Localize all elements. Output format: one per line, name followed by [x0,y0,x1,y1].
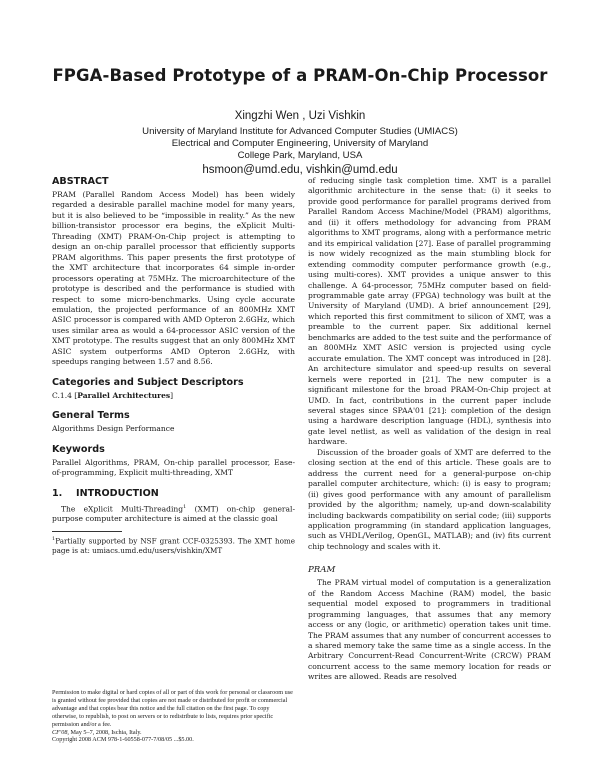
category-name: Parallel Architectures [77,390,171,400]
categories-heading: Categories and Subject Descriptors [52,376,244,388]
categories-text [52,391,295,401]
left-column [52,176,295,556]
footnote-divider [52,531,122,532]
author-emails: hsmoon@umd.edu, vishkin@umd.edu [202,164,398,176]
general-terms-text: Algorithms Design Performance [52,424,175,434]
intro-text-start: The eXplicit Multi-Threading [61,504,184,514]
author-block [0,110,600,176]
affiliation-line-1: University of Maryland Institute for Advanced Computer Studies (UMIACS) [142,126,458,137]
keywords-text: Parallel Algorithms, PRAM, On-chip parallel processor, Ease-of-programming, Explicit multi-threading, XMT [52,457,295,478]
footnote-text: Partially supported by NSF grant CCF-0325393. The XMT home page is at: umiacs.umd.edu/users/vishkin/XMT [52,536,295,555]
section-number: 1. [52,487,63,499]
affiliation-line-3: College Park, Maryland, USA [237,150,363,161]
keywords-heading: Keywords [52,443,105,455]
category-code: C.1.4 [ [52,390,78,400]
category-close: ] [170,390,174,400]
venue-name: CF'08, [52,728,69,736]
footnote-marker: 1 [183,503,187,510]
pram-subheading: PRAM [308,565,336,576]
introduction-heading [52,488,295,500]
author-names: Xingzhi Wen , Uzi Vishkin [234,110,366,122]
venue-details: May 5–7, 2008, Ischia, Italy. [68,728,142,736]
right-column [308,176,551,683]
footnote [52,535,295,556]
introduction-text [52,502,295,525]
right-paragraph-2: Discussion of the broader goals of XMT are deferred to the closing section at the end of this article. These goals are to address the current need for a general-purpose on-chip parallel computer architecture, which: (i) is easy to program; (ii) gives good performance with any amount of parallelism provided by the algorithm; namely, up-and down-scalability including backwards compatibility on serial code; (iii) supports application programming (in standard application languages, such as VHDL/Verilog, OpenGL, MATLAB); and (iv) fits current chip technology and scales with it. [308,447,551,551]
affiliation-line-2: Electrical and Computer Engineering, University of Maryland [171,138,429,149]
copyright-line: Copyright 2008 ACM 978-1-60558-077-7/08/05 ...$5.00. [52,736,194,744]
right-paragraph-1: of reducing single task completion time. XMT is a parallel algorithmic architecture in the sense that: (i) it seeks to provide good performance for parallel programs derived from Parallel Random Access Machine/Model (PRAM) algorithms, and (ii) it offers methodology for advancing from PRAM algorithms to XMT programs, along with a performance metric and its empirical validation [27]. Ease of parallel programming is now widely recognized as the main stumbling block for extending commodity computer performance growth (e.g., using multi-cores). XMT provides a unique answer to this challenge. A 64-processor, 75MHz computer based on field-programmable gate array (FPGA) technology was built at the University of Maryland (UMD). A brief announcement [29], which reported this first commitment to silicon of XMT, was a preamble to the current paper. Six additional kernel benchmarks are added to the test suite and the performance of an 800MHz XMT ASIC version is projected using cycle accurate emulation. The XMT concept was introduced in [28]. An architecture simulator and speed-up results on several kernels were reported in [21]. The new computer is a significant milestone for the broad PRAM-On-Chip project at UMD. In fact, contributions in the current paper include several stages since SPAA'01 [21]: completion of the design using a hardware description language (HDL), synthesis into gate level netlist, as well as validation of the design in real hardware. [308,176,551,447]
footnote-number: 1 [52,535,56,542]
paper-title: FPGA-Based Prototype of a PRAM-On-Chip Processor [52,66,548,85]
abstract-heading: ABSTRACT [52,176,109,187]
general-terms-heading: General Terms [52,410,130,422]
section-title: INTRODUCTION [76,487,159,499]
permission-notice [52,689,295,744]
right-paragraph-3: The PRAM virtual model of computation is a generalization of the Random Access Machine (RAM) model, the basic sequential model exposed to programmers in traditional programming languages, that assumes that any memory access or any (logic, or arithmetic) operation takes unit time. The PRAM assumes that any number of concurrent accesses to a shared memory take the same time as a single access. In the Arbitrary Concurrent-Read Concurrent-Write (CRCW) PRAM concurrent access to the same memory location for reads or writes are allowed. Reads are resolved [308,578,551,682]
intro-text-rest: (XMT) on-chip general-purpose computer architecture is aimed at the classic goal [52,504,295,524]
venue-line [52,729,295,737]
permission-text: Permission to make digital or hard copies of all or part of this work for personal or classroom use is granted without fee provided that copies are not made or distributed for profit or commercial advantage and that copies bear this notice and the full citation on the first page. To copy otherwise, to republish, to post on servers or to redistribute to lists, requires prior specific permission and/or a fee. [52,689,293,728]
abstract-text: PRAM (Parallel Random Access Model) has been widely regarded a desirable parallel machine model for many years, but it is also believed to be “impossible in reality.” As the new billion-transistor processor era begins, the eXplicit Multi-Threading (XMT) PRAM-On-Chip project is attempting to design an on-chip parallel processor that efficiently supports PRAM algorithms. This paper presents the first prototype of the XMT architecture that incorporates 64 simple in-order processors operating at 75MHz. The microarchitecture of the prototype is described and the performance is studied with respect to some micro-benchmarks. Using cycle accurate emulation, the projected performance of an 800MHz XMT ASIC processor is compared with AMD Opteron 2.6GHz, which uses similar area as would a 64-processor ASIC version of the XMT prototype. The results suggest that an only 800MHz XMT ASIC system outperforms AMD Opteron 2.6GHz, with speedups ranging between 1.57 and 8.56. [52,190,295,367]
